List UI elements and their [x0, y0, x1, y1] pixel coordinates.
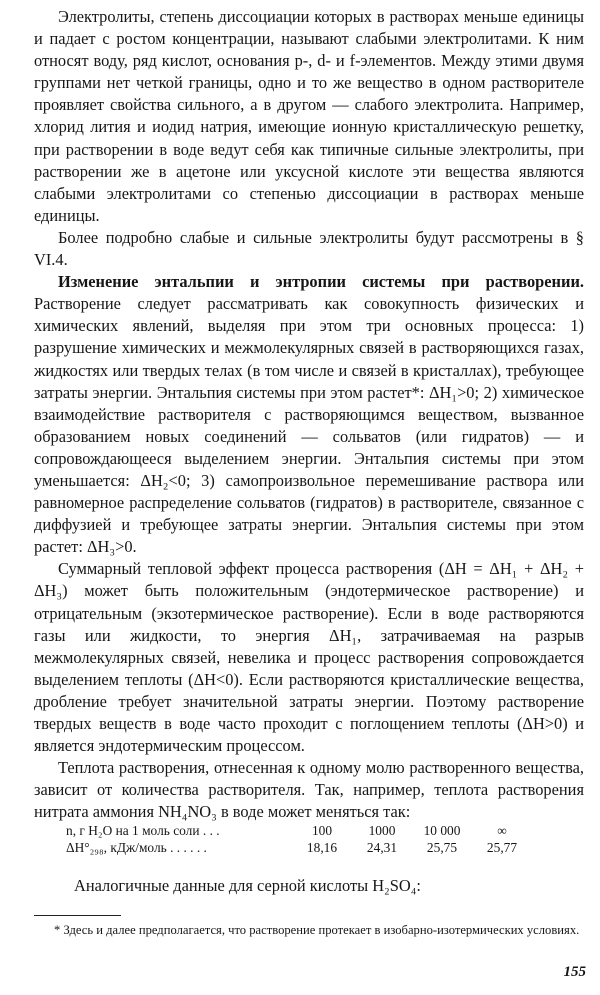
table-cell: 10 000	[423, 823, 461, 838]
paragraph-total-heat	[34, 558, 584, 757]
table-cell: 25,75	[426, 840, 458, 855]
table-row	[66, 822, 532, 839]
analog-data-line: Аналогичные данные для серной кислоты H₂SO₄:	[74, 876, 421, 895]
paragraph-text: Растворение следует рассматривать как совокупность физических и химических явлений, выделяя при этом три основных процесса: 1) разрушение химических и межмолекулярных связей в растворяющихся газах, жидкостях или твердых телах (в том числе и связей в кристаллах), требующее затраты энергии. Энтальпия системы при этом растет*: ΔH₁>0; 2) химическое взаимодействие растворителя с растворяющимся веществом, вызванное образованием новых соединений — сольватов (или гидратов) — и сопровождающееся выделением энергии. Энтальпия системы при этом уменьшается: ΔH₂<0; 3) самопроизвольное перемешивание раствора или равномерное распределение сольватов (гидратов) в растворителе, связанное с диффузией и требующее затраты энергии. Энтальпия системы при этом растет: ΔH₃>0.	[34, 294, 584, 557]
table-cell: 18,16	[306, 840, 338, 855]
footnote: * Здесь и далее предполагается, что растворение протекает в изобарно-изотермических условиях.	[54, 923, 580, 937]
page-body	[34, 6, 584, 823]
paragraph-heat-of-solution	[34, 757, 584, 823]
paragraph-text: Более подробно слабые и сильные электролиты будут рассмотрены в § VI.4.	[34, 227, 584, 270]
row-label: ΔH°₂₉₈, кДж/моль . . . . . .	[66, 840, 207, 855]
table-cell: 24,31	[366, 840, 398, 855]
row-label: n, г H₂O на 1 моль соли . . .	[66, 823, 220, 838]
paragraph-text: Суммарный тепловой эффект процесса растворения (ΔH = ΔH₁ + ΔH₂ + ΔH₃) может быть положительным (эндотермическое растворение) и отрицательным (экзотермическое растворение). Если в воде растворяются газы или жидкости, то энергия ΔH₁, затрачиваемая на разрыв межмолекулярных связей, невелика и процесс растворения сопровождается выделением теплоты (ΔH<0). Если растворяются кристаллические вещества, дробление требует значительной затраты энергии. Поэтому растворение твердых веществ в воде часто проходит с поглощением теплоты (ΔH>0) и является эндотермическим процессом.	[34, 559, 584, 756]
table-cell: 1000	[368, 823, 396, 838]
section-heading: Изменение энтальпии и энтропии системы при растворении.	[58, 272, 584, 292]
paragraph-weak-electrolytes	[34, 6, 584, 227]
footnote-divider	[34, 915, 121, 916]
nh4no3-data-table	[66, 822, 532, 856]
paragraph-text: Электролиты, степень диссоциации которых в растворах меньше единицы и падает с ростом концентрации, называют слабыми электролитами. К ним относят воду, ряд кислот, основания p-, d- и f-элементов. Между этими двумя группами нет четкой границы, одно и то же вещество в одном растворителе проявляет свойства сильного, а в другом — слабого электролита. Например, хлорид лития и иодид натрия, имеющие ионную кристаллическую решетку, при растворении в воде ведут себя как типичные сильные электролиты, при растворении же в ацетоне или уксусной кислоте эти вещества являются слабыми электролитами со степенью диссоциации в растворах меньше единицы.	[34, 7, 584, 225]
table-cell: 100	[311, 823, 333, 838]
page-number: 155	[563, 964, 586, 980]
table-cell: ∞	[497, 823, 507, 838]
paragraph-enthalpy-entropy	[34, 271, 584, 558]
paragraph-reference	[34, 227, 584, 271]
table-row	[66, 839, 532, 856]
paragraph-text: Теплота растворения, отнесенная к одному молю растворенного вещества, зависит от количества растворителя. Так, например, теплота растворения нитрата аммония NH₄NO₃ в воде может меняться так:	[34, 758, 584, 822]
table-cell: 25,77	[486, 840, 518, 855]
